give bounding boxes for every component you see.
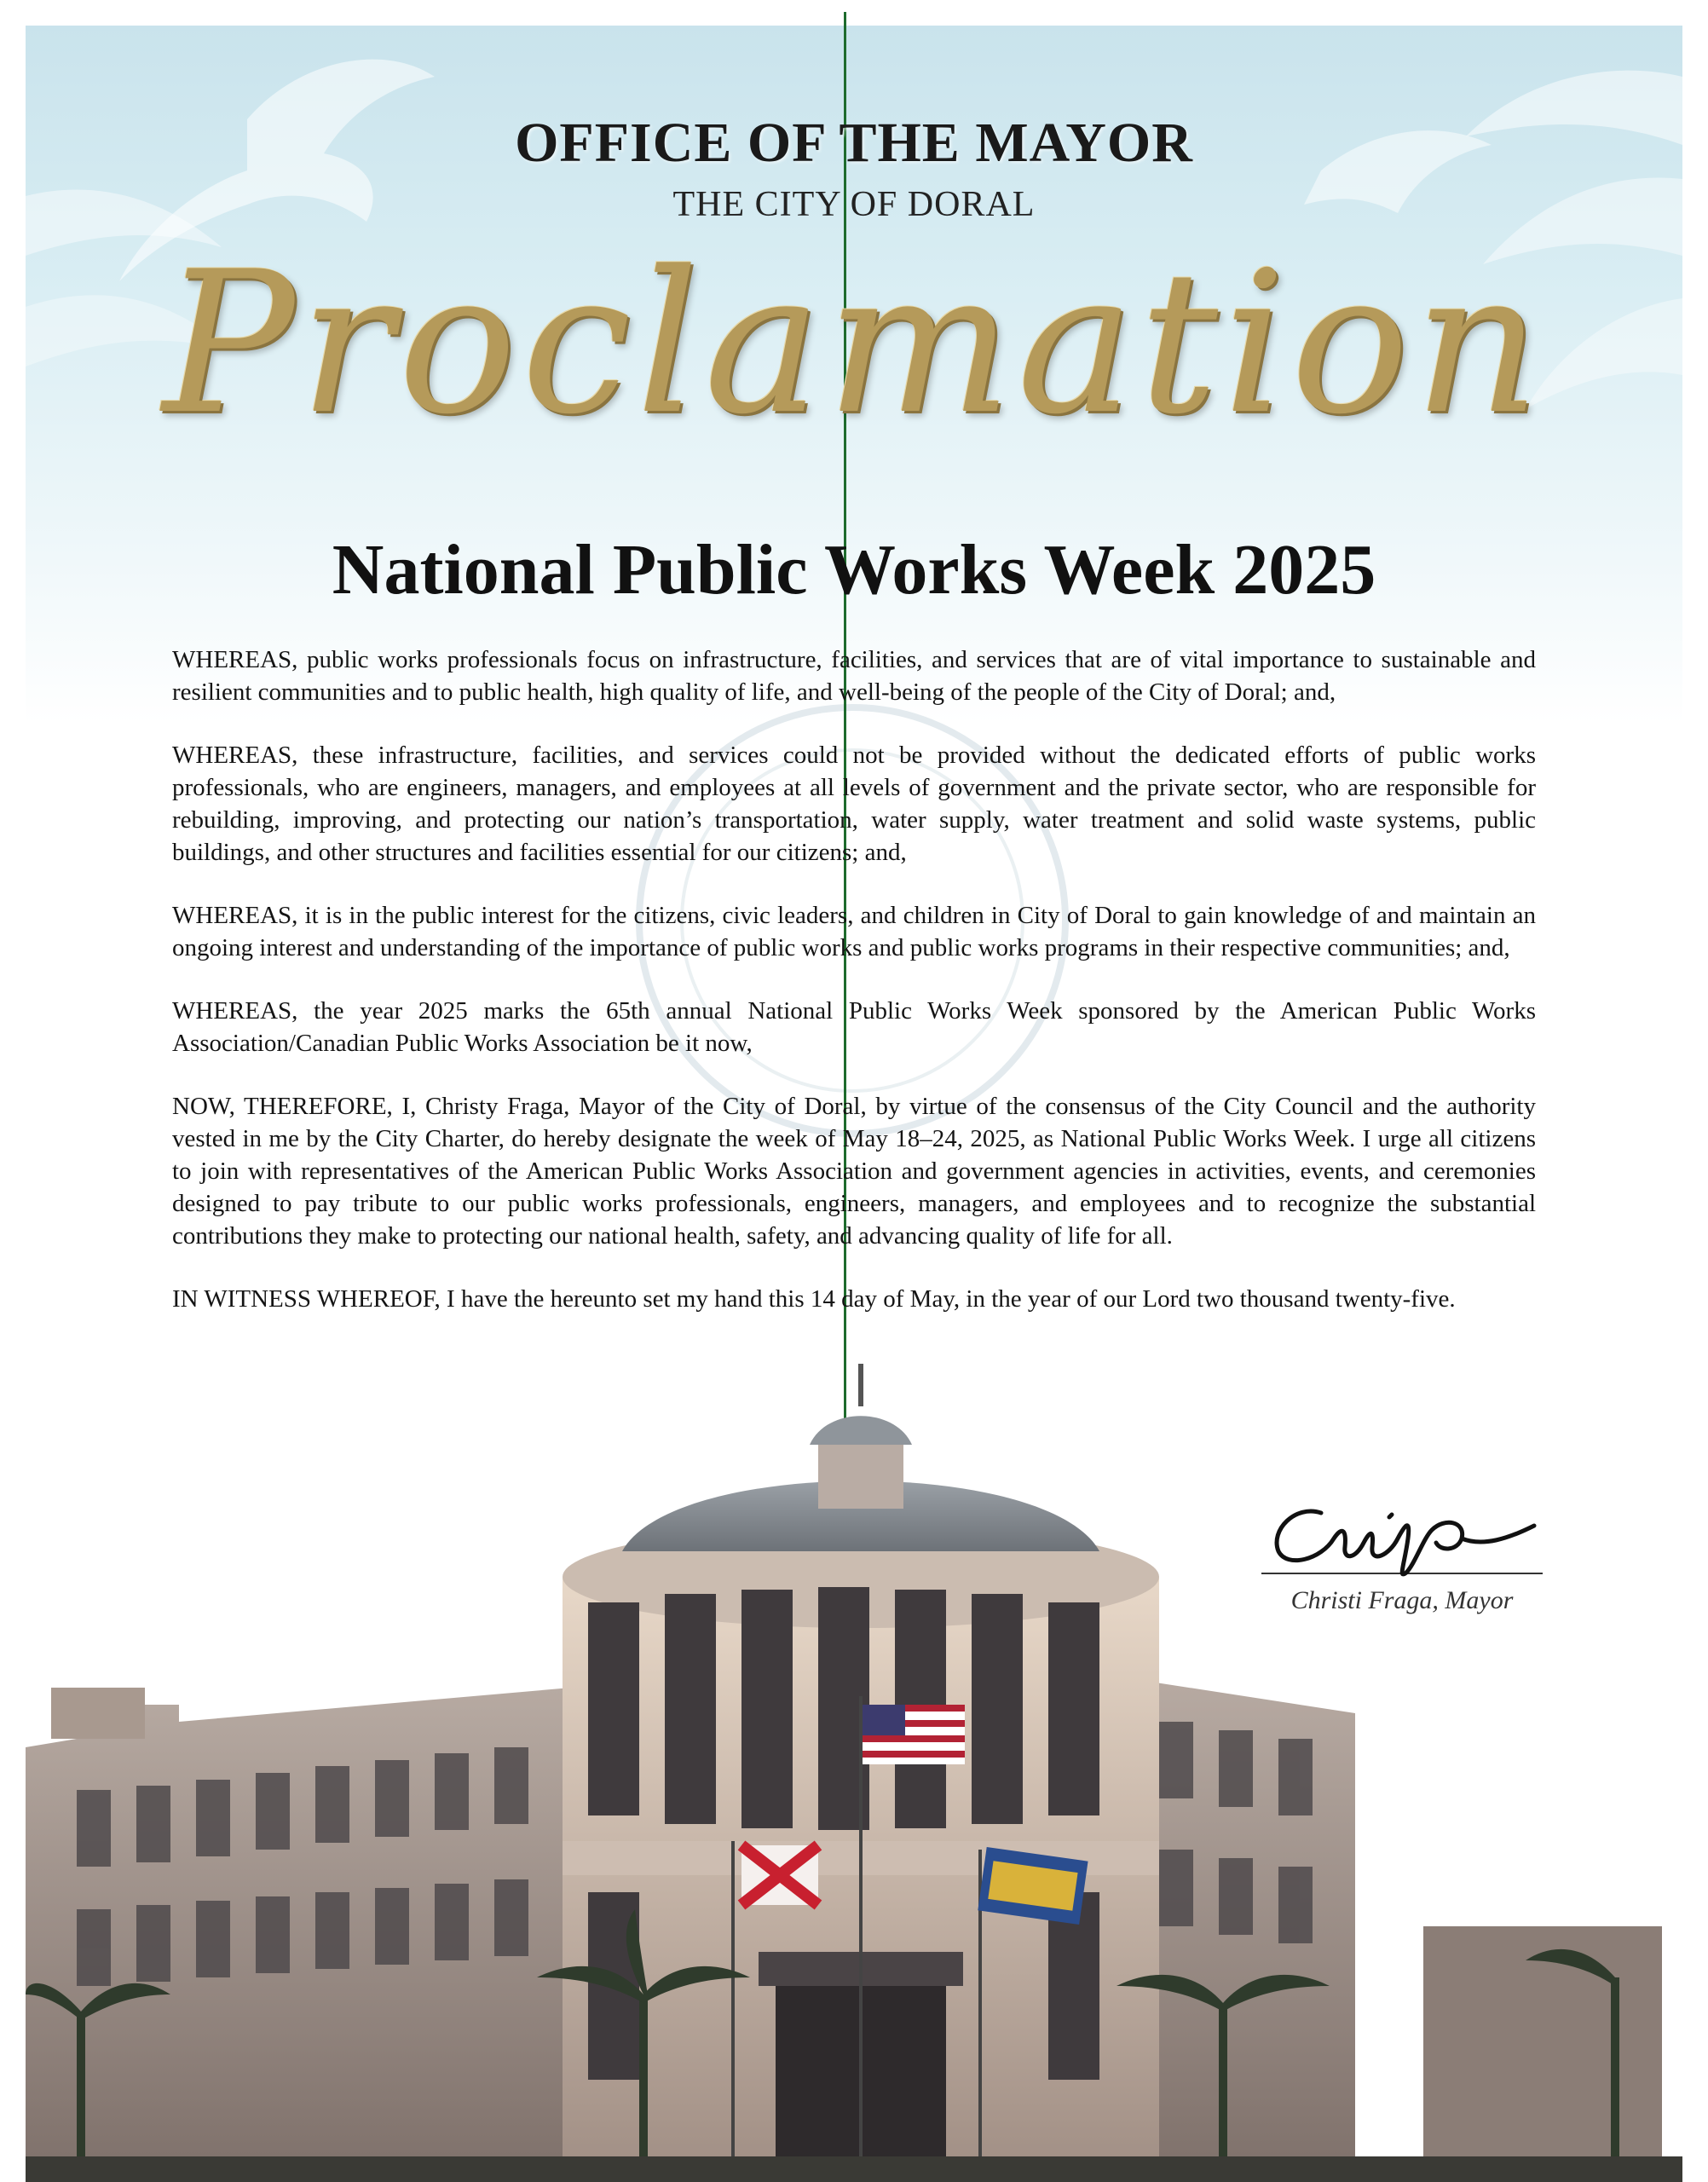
page-title: National Public Works Week 2025 bbox=[332, 530, 1376, 609]
whereas-paragraph-1: WHEREAS, public works professionals focus on infrastructure, facilities, and services that are of vital importance to sustainable and resilient communities and to public health, high quality of life, and well-being of the people of the City of Doral; and, bbox=[172, 646, 1536, 706]
whereas-paragraph-4: WHEREAS, the year 2025 marks the 65th annual National Public Works Week sponsored by the American Public Works Association/Canadian Public Works Association be it now, bbox=[172, 997, 1536, 1057]
proclamation-body bbox=[172, 644, 1536, 1346]
therefore-paragraph: NOW, THEREFORE, I, Christy Fraga, Mayor of the City of Doral, by virtue of the consensus of the City Council and the authority vested in me by the City Charter, do hereby designate the week of May 18–24, 2025, as National Public Works Week. I urge all citizens to join with representatives of the American Public Works Association and government agencies in activities, events, and ceremonies designed to pay tribute to our public works professionals, engineers, managers, and employees and to recognize the substantial contributions they make to protecting our national health, safety, and advancing quality of life for all. bbox=[172, 1093, 1536, 1250]
whereas-paragraph-2: WHEREAS, these infrastructure, facilities, and services could not be provided without the dedicated efforts of public works professionals, who are engineers, managers, and employees at all levels of government and the private sector, who are responsible for rebuilding, improving, and protecting our nation’s transportation, water supply, water treatment and solid waste systems, public buildings, and other structures and facilities essential for our citizens; and, bbox=[172, 742, 1536, 866]
office-heading: OFFICE OF THE MAYOR bbox=[515, 112, 1193, 174]
city-subheading: THE CITY OF DORAL bbox=[672, 185, 1036, 224]
witness-paragraph: IN WITNESS WHEREOF, I have the hereunto set my hand this 14 day of May, in the year of our Lord two thousand twenty-five. bbox=[172, 1285, 1456, 1313]
signatory-name: Christi Fraga, Mayor bbox=[1290, 1586, 1514, 1614]
proclamation-script-title: Proclamation bbox=[162, 230, 1546, 458]
whereas-paragraph-3: WHEREAS, it is in the public interest for the citizens, civic leaders, and children in City of Doral to gain knowledge of and maintain an ongoing interest and understanding of the importance of public works and public works programs in their respective communities; and, bbox=[172, 902, 1536, 961]
document-header bbox=[0, 111, 1708, 225]
city-hall-building-image bbox=[26, 1364, 1682, 2182]
